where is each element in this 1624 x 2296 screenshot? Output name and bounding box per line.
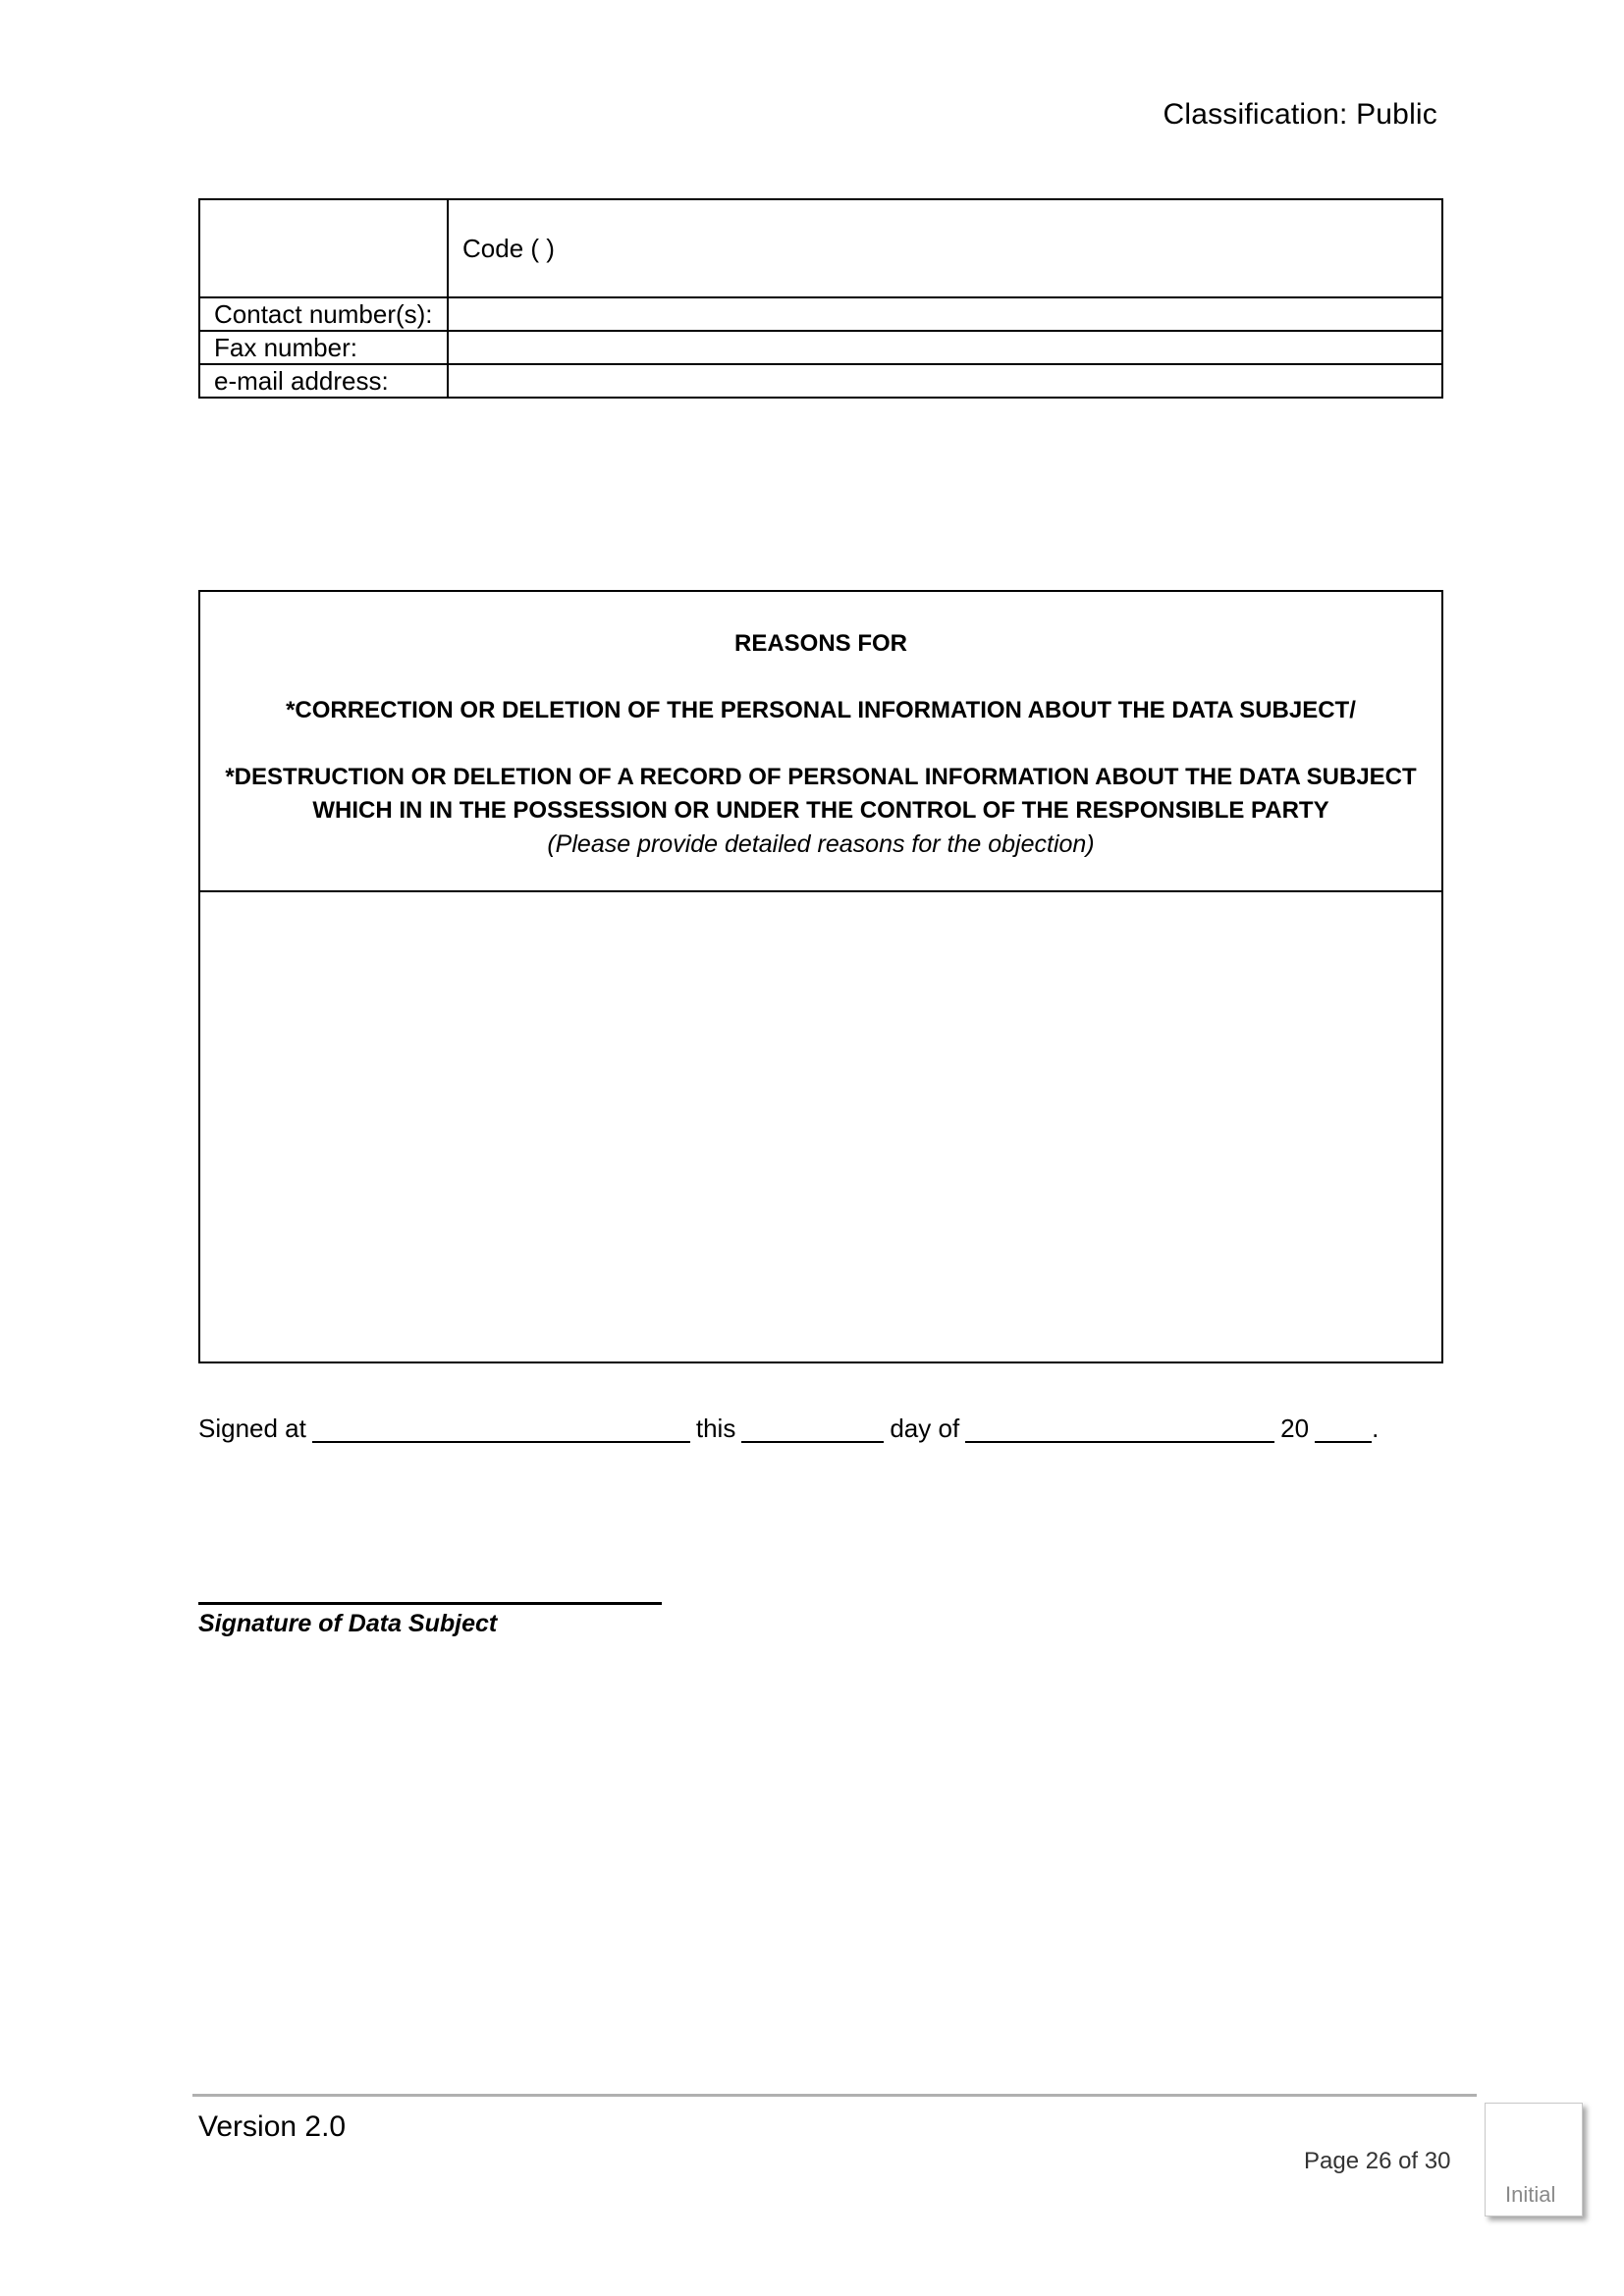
footer-divider: [192, 2094, 1477, 2097]
classification-label: Classification: Public: [1163, 98, 1437, 131]
day-of-label: day of: [890, 1414, 960, 1443]
signed-line: [198, 1410, 1379, 1446]
reasons-title: REASONS FOR: [733, 630, 907, 657]
table-row: [199, 297, 1442, 331]
reasons-note: (Please provide detailed reasons for the objection): [547, 830, 1095, 858]
reasons-line-correction: *CORRECTION OR DELETION OF THE PERSONAL INFORMATION ABOUT THE DATA SUBJECT/: [286, 697, 1356, 723]
reasons-line-possession: WHICH IN IN THE POSSESSION OR UNDER THE CONTROL OF THE RESPONSIBLE PARTY: [312, 797, 1329, 824]
signed-at-label: Signed at: [198, 1414, 306, 1443]
signed-year-field[interactable]: [1315, 1415, 1372, 1443]
contact-number-label: Contact number(s):: [199, 297, 448, 331]
code-cell[interactable]: [448, 199, 1442, 297]
signed-month-field[interactable]: [965, 1415, 1274, 1443]
reasons-text-area[interactable]: [200, 892, 1441, 1360]
reasons-header: [200, 592, 1441, 892]
reasons-box: [198, 590, 1443, 1363]
email-address-label: e-mail address:: [199, 364, 448, 398]
code-row: [199, 199, 1442, 297]
signed-end-period: .: [1372, 1414, 1380, 1443]
code-label: Code ( ): [462, 234, 555, 263]
initial-box[interactable]: [1485, 2103, 1583, 2216]
fax-number-label: Fax number:: [199, 331, 448, 364]
this-label: this: [695, 1414, 736, 1443]
signature-line[interactable]: [198, 1602, 662, 1605]
version-label: Version 2.0: [198, 2110, 347, 2143]
page-number: Page 26 of 30: [1304, 2148, 1451, 2174]
signed-place-field[interactable]: [312, 1415, 690, 1443]
signed-day-field[interactable]: [741, 1415, 884, 1443]
reasons-line-destruction: *DESTRUCTION OR DELETION OF A RECORD OF PERSONAL INFORMATION ABOUT THE DATA SUBJECT: [225, 764, 1417, 790]
code-row-label-cell: [199, 199, 448, 297]
table-row: [199, 364, 1442, 398]
signature-label: Signature of Data Subject: [198, 1610, 498, 1637]
contact-number-field[interactable]: [448, 297, 1442, 331]
initial-label: Initial: [1505, 2182, 1556, 2207]
contact-table: [198, 198, 1443, 399]
year-prefix-label: 20: [1280, 1414, 1310, 1443]
table-row: [199, 331, 1442, 364]
email-address-field[interactable]: [448, 364, 1442, 398]
fax-number-field[interactable]: [448, 331, 1442, 364]
